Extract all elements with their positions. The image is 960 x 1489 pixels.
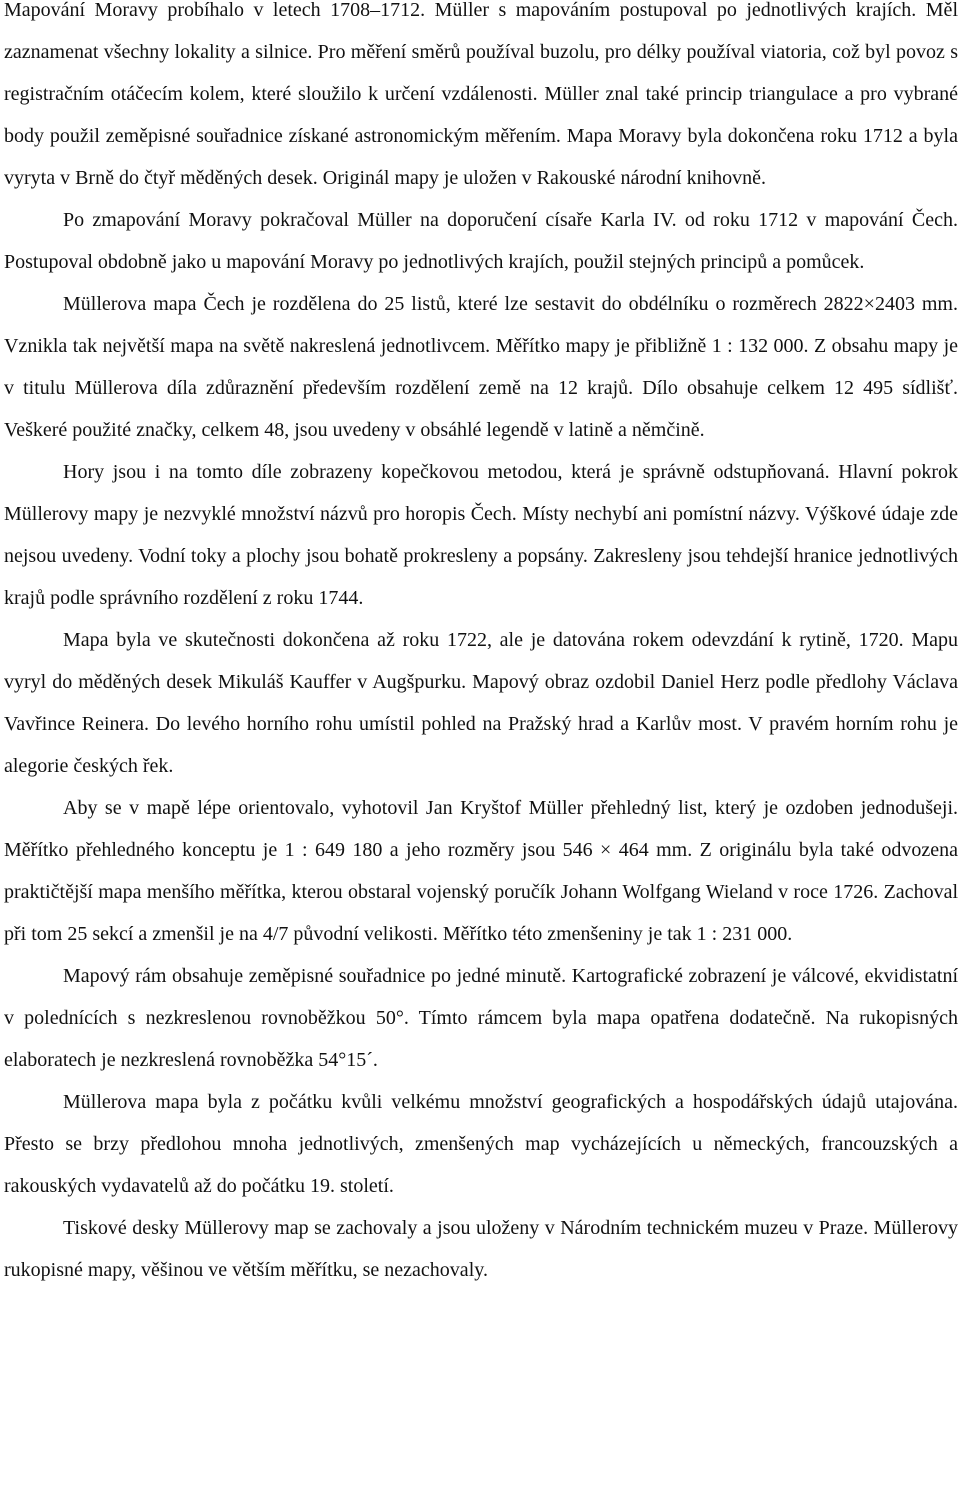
- paragraph-map-description: Müllerova mapa Čech je rozdělena do 25 listů, které lze sestavit do obdélníku o rozměrech 2822×2403 mm. Vznikla tak největší mapa na světě nakreslená jednotlivcem. Měřítko mapy je přibližně 1 : 132 000. Z obsahu mapy je v titulu Müllerova díla zdůraznění především rozdělení země na 12 krajů. Dílo obsahuje celkem 12 495 sídlišť. Veškeré použité značky, celkem 48, jsou uvedeny v obsáhlé legendě v latině a němčině.: [4, 293, 958, 441]
- paragraph-relief: Hory jsou i na tomto díle zobrazeny kopečkovou metodou, která je správně odstupňovaná. Hlavní pokrok Müllerovy mapy je nezvyklé množství názvů pro horopis Čech. Místy nechybí ani pomístní názvy. Výškové údaje zde nejsou uvedeny. Vodní toky a plochy jsou bohatě prokresleny a popsány. Zakresleny jsou tehdejší hranice jednotlivých krajů podle správního rozdělení z roku 1744.: [4, 461, 958, 609]
- paragraph-moravia-mapping: Mapování Moravy probíhalo v letech 1708–1712. Müller s mapováním postupoval po jednotlivých krajích. Měl zaznamenat všechny lokality a silnice. Pro měření směrů používal buzolu, pro délky používal viatoria, což byl povoz s registračním otáčecím kolem, které sloužilo k určení vzdálenosti. Müller znal také princip triangulace a pro vybrané body použil zeměpisné souřadnice získané astronomickým měřením. Mapa Moravy byla dokončena roku 1712 a byla vyryta v Brně do čtyř měděných desek. Originál mapy je uložen v Rakouské národní knihovně.: [4, 0, 958, 189]
- paragraph-printing-plates: Tiskové desky Müllerovy map se zachovaly a jsou uloženy v Národním technickém muzeu v Praze. Müllerovy rukopisné mapy, věšinou ve větším měřítku, se nezachovaly.: [4, 1217, 958, 1281]
- paragraph-engraving: Mapa byla ve skutečnosti dokončena až roku 1722, ale je datována rokem odevzdání k rytině, 1720. Mapu vyryl do měděných desek Mikuláš Kauffer v Augšpurku. Mapový obraz ozdobil Daniel Herz podle předlohy Václava Vavřince Reinera. Do levého horního rohu umístil pohled na Pražský hrad a Karlův most. V pravém horním rohu je alegorie českých řek.: [4, 629, 958, 777]
- paragraph-bohemia-mapping: Po zmapování Moravy pokračoval Müller na doporučení císaře Karla IV. od roku 1712 v mapování Čech. Postupoval obdobně jako u mapování Moravy po jednotlivých krajích, použil stejných principů a pomůcek.: [4, 209, 958, 273]
- document-page: [4, 0, 958, 1291]
- paragraph-secrecy: Müllerova mapa byla z počátku kvůli velkému množství geografických a hospodářských údajů utajována. Přesto se brzy předlohou mnoha jednotlivých, zmenšených map vycházejících u německých, francouzských a rakouských vydavatelů až do počátku 19. století.: [4, 1091, 958, 1197]
- paragraph-overview-sheet: Aby se v mapě lépe orientovalo, vyhotovil Jan Kryštof Müller přehledný list, který je ozdoben jednodušeji. Měřítko přehledného konceptu je 1 : 649 180 a jeho rozměry jsou 546 × 464 mm. Z originálu byla také odvozena praktičtější mapa menšího měřítka, kterou obstaral vojenský poručík Johann Wolfgang Wieland v roce 1726. Zachoval při tom 25 sekcí a zmenšil je na 4/7 původní velikosti. Měřítko této zmenšeniny je tak 1 : 231 000.: [4, 797, 958, 945]
- paragraph-map-frame: Mapový rám obsahuje zeměpisné souřadnice po jedné minutě. Kartografické zobrazení je válcové, ekvidistatní v polednících s nezkreslenou rovnoběžkou 50°. Tímto rámcem byla mapa opatřena dodatečně. Na rukopisných elaboratech je nezkreslená rovnoběžka 54°15´.: [4, 965, 958, 1071]
